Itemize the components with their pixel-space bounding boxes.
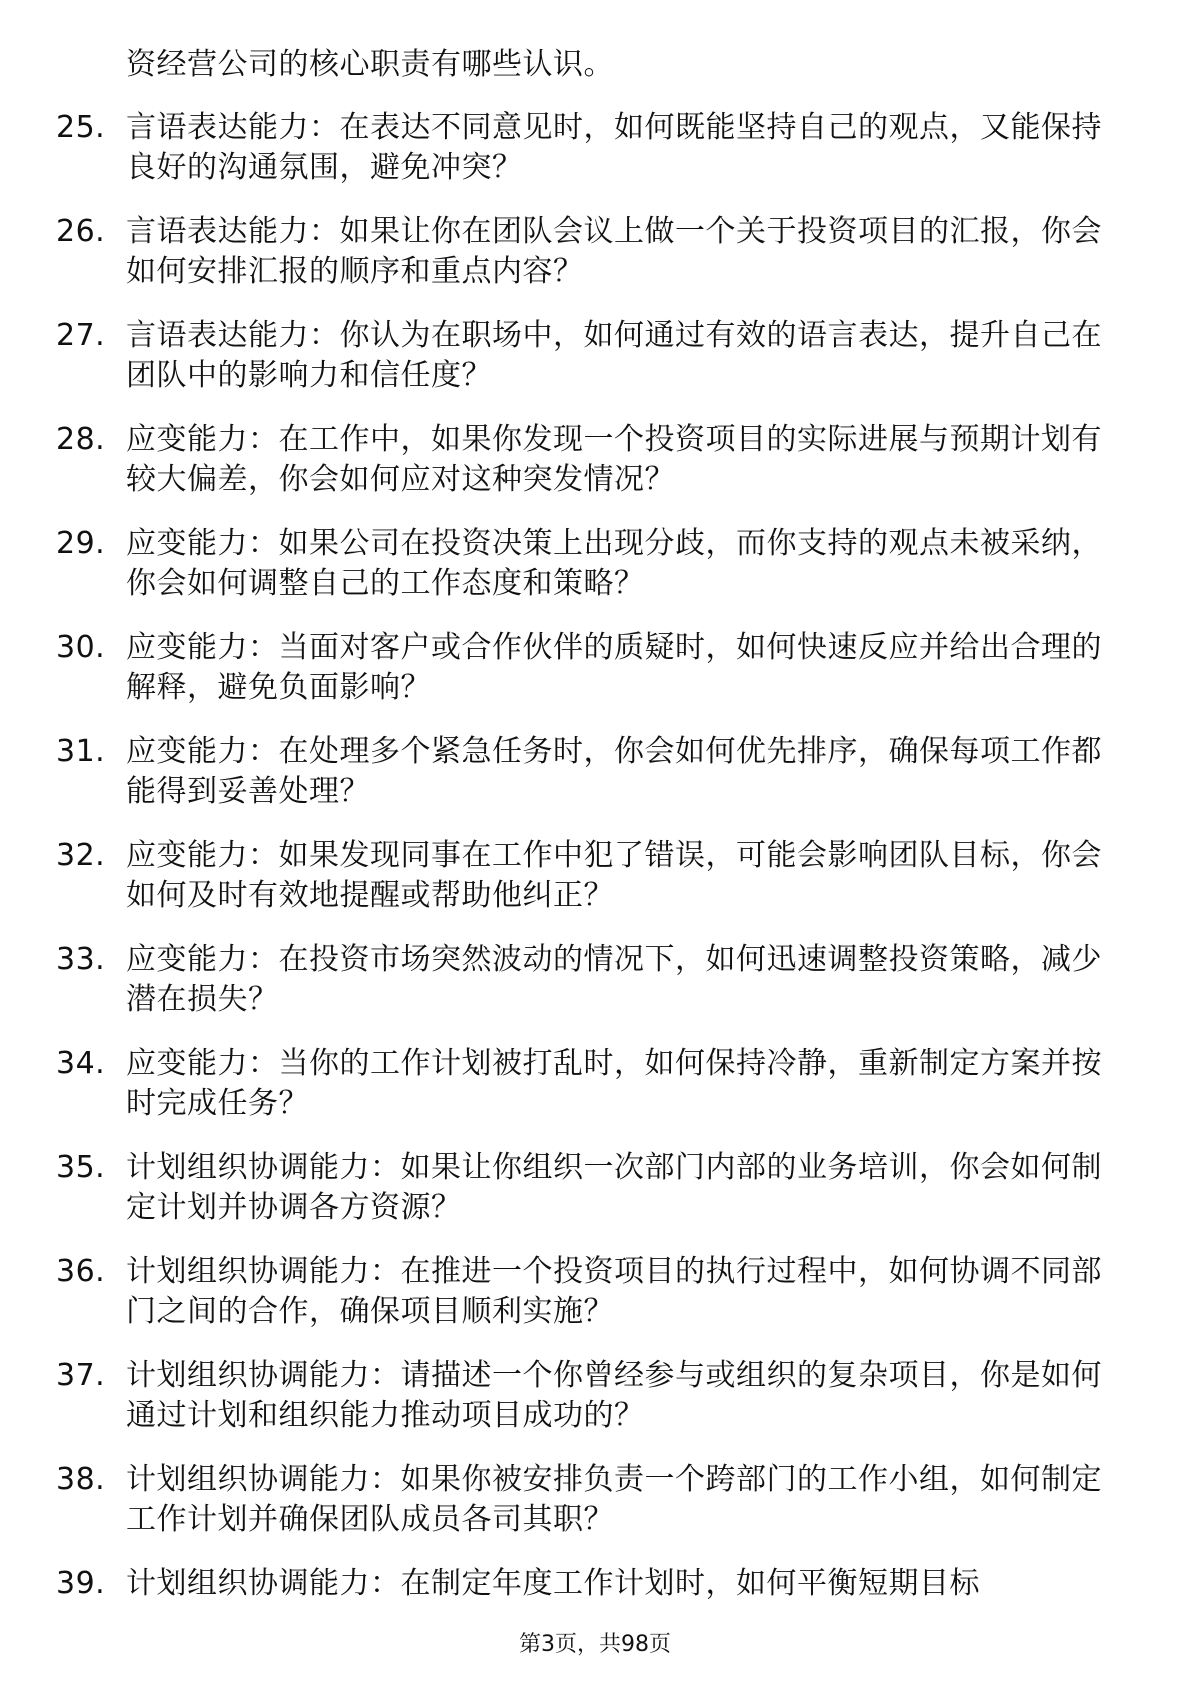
question-item xyxy=(56,1148,1136,1252)
question-text: 计划组织协调能力：在制定年度工作计划时，如何平衡短期目标 xyxy=(126,1566,980,1601)
question-text: 言语表达能力：在表达不同意见时，如何既能坚持自己的观点，又能保持良好的沟通氛围，避免冲突？ xyxy=(126,110,1102,185)
question-number: 32. xyxy=(56,838,106,873)
question-text: 计划组织协调能力：请描述一个你曾经参与或组织的复杂项目，你是如何通过计划和组织能力推动项目成功的？ xyxy=(126,1358,1102,1433)
intro-line: 资经营公司的核心职责有哪些认识。 xyxy=(126,47,614,82)
page-footer: 第3页，共98页 xyxy=(519,1632,671,1657)
question-item xyxy=(56,628,1136,732)
question-number: 31. xyxy=(56,734,106,769)
question-number: 27. xyxy=(56,318,106,353)
question-item xyxy=(56,524,1136,628)
question-item xyxy=(56,732,1136,836)
question-text: 言语表达能力：你认为在职场中，如何通过有效的语言表达，提升自己在团队中的影响力和信任度？ xyxy=(126,318,1102,393)
question-item xyxy=(56,1460,1136,1564)
question-item xyxy=(56,420,1136,524)
question-list xyxy=(56,108,1136,1668)
question-text: 应变能力：当面对客户或合作伙伴的质疑时，如何快速反应并给出合理的解释，避免负面影响？ xyxy=(126,630,1102,705)
question-item xyxy=(56,836,1136,940)
question-text: 计划组织协调能力：在推进一个投资项目的执行过程中，如何协调不同部门之间的合作，确保项目顺利实施？ xyxy=(126,1254,1102,1329)
question-number: 36. xyxy=(56,1254,106,1289)
question-number: 38. xyxy=(56,1462,106,1497)
question-text: 应变能力：在投资市场突然波动的情况下，如何迅速调整投资策略，减少潜在损失？ xyxy=(126,942,1102,1017)
question-number: 26. xyxy=(56,214,106,249)
question-item xyxy=(56,316,1136,420)
question-number: 39. xyxy=(56,1566,106,1601)
question-text: 言语表达能力：如果让你在团队会议上做一个关于投资项目的汇报，你会如何安排汇报的顺序和重点内容？ xyxy=(126,214,1102,289)
question-item xyxy=(56,940,1136,1044)
question-number: 33. xyxy=(56,942,106,977)
question-number: 35. xyxy=(56,1150,106,1185)
question-item xyxy=(56,1044,1136,1148)
question-number: 30. xyxy=(56,630,106,665)
question-number: 28. xyxy=(56,422,106,457)
question-item xyxy=(56,212,1136,316)
question-item xyxy=(56,108,1136,212)
question-number: 34. xyxy=(56,1046,106,1081)
question-text: 计划组织协调能力：如果你被安排负责一个跨部门的工作小组，如何制定工作计划并确保团队成员各司其职？ xyxy=(126,1462,1102,1537)
question-number: 25. xyxy=(56,110,106,145)
question-text: 应变能力：在工作中，如果你发现一个投资项目的实际进展与预期计划有较大偏差，你会如何应对这种突发情况？ xyxy=(126,422,1102,497)
question-item xyxy=(56,1252,1136,1356)
question-item xyxy=(56,1356,1136,1460)
question-text: 应变能力：当你的工作计划被打乱时，如何保持冷静，重新制定方案并按时完成任务？ xyxy=(126,1046,1102,1121)
question-number: 37. xyxy=(56,1358,106,1393)
question-text: 应变能力：如果发现同事在工作中犯了错误，可能会影响团队目标，你会如何及时有效地提醒或帮助他纠正？ xyxy=(126,838,1102,913)
question-number: 29. xyxy=(56,526,106,561)
question-text: 计划组织协调能力：如果让你组织一次部门内部的业务培训，你会如何制定计划并协调各方资源？ xyxy=(126,1150,1102,1225)
question-text: 应变能力：如果公司在投资决策上出现分歧，而你支持的观点未被采纳，你会如何调整自己的工作态度和策略？ xyxy=(126,526,1102,601)
question-text: 应变能力：在处理多个紧急任务时，你会如何优先排序，确保每项工作都能得到妥善处理？ xyxy=(126,734,1102,809)
